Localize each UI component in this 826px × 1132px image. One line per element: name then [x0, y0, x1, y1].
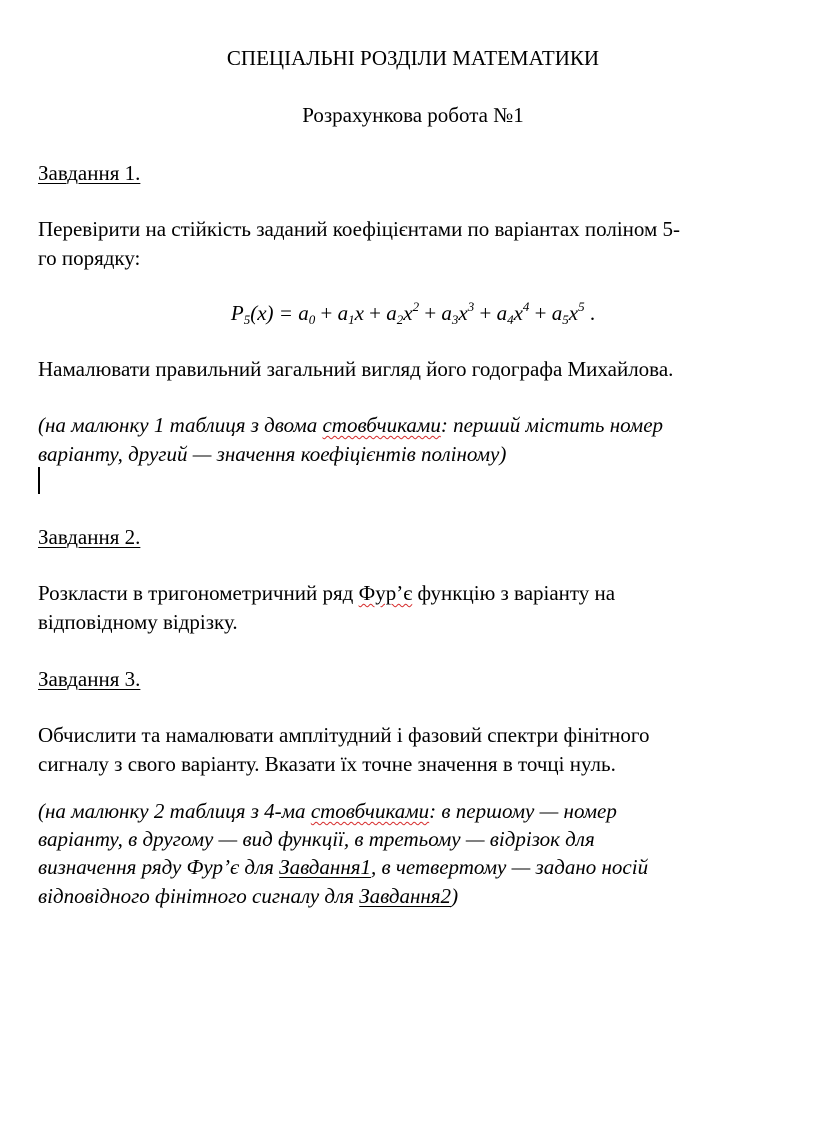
formula-a1: a [337, 301, 349, 325]
note-text: (на малюнку 1 таблиця з двома [38, 413, 323, 437]
formula-a3-sub: 3 [451, 312, 459, 327]
document-subtitle: Розрахункова робота №1 [302, 103, 524, 127]
formula-x3-sup: 3 [467, 299, 475, 314]
formula-a5-sub: 5 [562, 312, 569, 327]
formula-a4-sub: 4 [507, 312, 514, 327]
task2-text: функцію з варіанту на [412, 581, 616, 605]
formula-a5: a [551, 301, 563, 325]
task3-line2: сигналу з свого варіанту. Вказати їх точне значення в точці нуль. [38, 752, 616, 776]
formula-plus: + [419, 301, 442, 325]
task3-note-line1 [38, 797, 617, 826]
task2-line1 [38, 579, 615, 608]
polynomial-formula [38, 299, 788, 328]
spellcheck-word[interactable]: стовбчиками [322, 413, 441, 437]
formula-arg: (x) = [250, 301, 299, 325]
formula-x2-sup: 2 [412, 299, 420, 314]
formula-p: P [230, 301, 244, 325]
task2-heading: Завдання 2. [38, 525, 141, 549]
formula-a3: a [441, 301, 452, 325]
formula-a2: a [386, 301, 397, 325]
task2-text: Розкласти в тригонометричний ряд [38, 581, 359, 605]
task2-line2: відповідному відрізку. [38, 610, 238, 634]
text-cursor [38, 467, 40, 494]
note-text: : перший містить номер [440, 413, 664, 437]
note-text: відповідного фінітного сигналу для [38, 884, 360, 908]
note-text: , в четвертому — задано носій [371, 855, 649, 879]
task1-heading: Завдання 1. [38, 161, 141, 185]
task3-line1: Обчислити та намалювати амплітудний і фазовий спектри фінітного [38, 723, 650, 747]
formula-x3: x [458, 301, 468, 325]
formula-x5-sup: 5 [578, 299, 585, 314]
task1-draw-text: Намалювати правильний загальний вигляд його годографа Михайлова. [38, 357, 674, 381]
formula-plus: + [474, 301, 497, 325]
formula-a2-sub: 2 [396, 312, 404, 327]
formula-x1: x [354, 301, 364, 325]
formula-a0-sub: 0 [308, 312, 316, 327]
task2-link[interactable]: Завдання2 [359, 884, 452, 908]
formula-a0: a [298, 301, 309, 325]
formula-a4: a [496, 301, 508, 325]
formula-p-sub: 5 [243, 312, 251, 327]
formula-plus: + [529, 301, 552, 325]
spellcheck-word[interactable]: Фур’є [358, 581, 413, 605]
note-text: : в першому — номер [429, 799, 617, 823]
note-text: ) [451, 884, 459, 908]
note-text: визначення ряду Фур’є для [38, 855, 280, 879]
formula-x4: x [513, 301, 523, 325]
task1-note-line1 [38, 411, 663, 440]
task1-text-line1: Перевірити на стійкість заданий коефіцієнтами по варіантах поліном 5- [38, 217, 681, 241]
task1-link[interactable]: Завдання1 [279, 855, 372, 879]
note-text: (на малюнку 2 таблиця з 4-ма [38, 799, 311, 823]
formula-x5: x [568, 301, 579, 325]
formula-plus: + [363, 301, 387, 325]
document-title: СПЕЦІАЛЬНІ РОЗДІЛИ МАТЕМАТИКИ [226, 46, 600, 70]
task3-note-line3 [38, 853, 648, 882]
formula-a1-sub: 1 [348, 312, 355, 327]
task3-heading: Завдання 3. [38, 667, 141, 691]
task1-note-line2: варіанту, другий — значення коефіцієнтів поліному) [38, 442, 507, 466]
task3-note-line4 [38, 882, 458, 911]
formula-end: . [584, 301, 596, 325]
formula-x2: x [403, 301, 413, 325]
formula-plus: + [315, 301, 338, 325]
task1-text-line2: го порядку: [38, 246, 141, 270]
task3-note-line2: варіанту, в другому — вид функції, в третьому — відрізок для [38, 827, 595, 851]
formula-x4-sup: 4 [522, 299, 530, 314]
spellcheck-word[interactable]: стовбчиками [310, 799, 430, 823]
